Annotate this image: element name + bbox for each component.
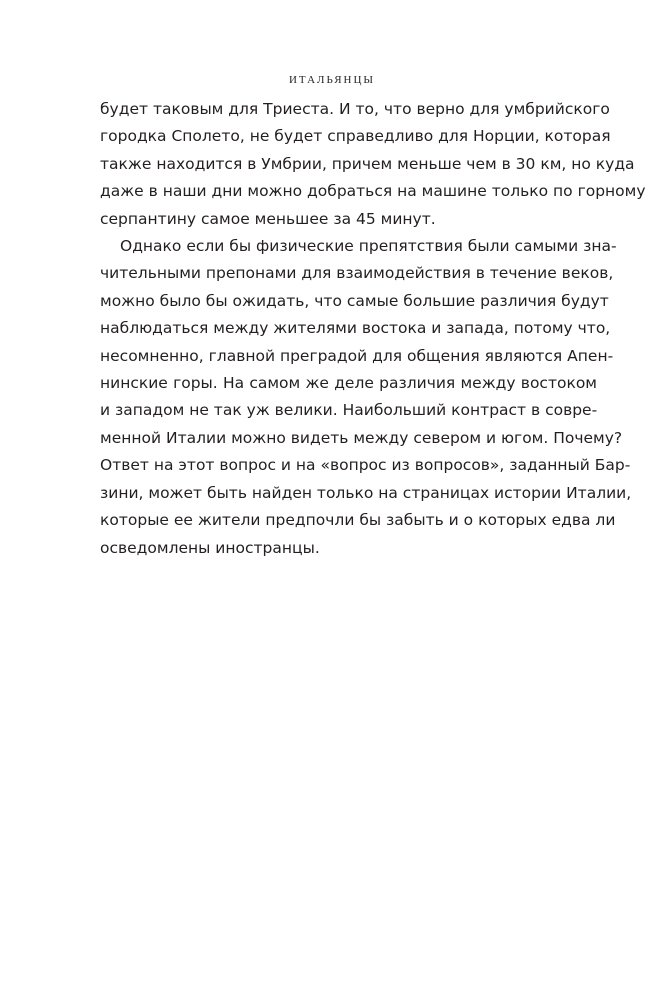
text-line: менной Италии можно видеть между севером и югом. Почему?: [100, 428, 623, 447]
running-head: ИТАЛЬЯНЦЫ: [288, 74, 376, 86]
text-line: нинские горы. На самом же деле различия между востоком: [100, 374, 597, 393]
text-line: можно было бы ожидать, что самые большие различия будут: [100, 291, 609, 310]
text-line: серпантину самое меньшее за 45 минут.: [100, 209, 436, 228]
text-line: Ответ на этот вопрос и на «вопрос из вопросов», заданный Бар-: [100, 456, 631, 475]
text-line: осведомлены иностранцы.: [100, 538, 320, 557]
text-line: Однако если бы физические препятствия были самыми зна-: [120, 237, 617, 256]
text-line: которые ее жители предпочли бы забыть и о которых едва ли: [100, 511, 616, 530]
text-line: также находится в Умбрии, причем меньше чем в 30 км, но куда: [100, 154, 635, 173]
paragraph-2: [100, 233, 632, 562]
text-line: будет таковым для Триеста. И то, что верно для умбрийского: [100, 100, 610, 118]
body-text: [100, 96, 646, 562]
text-line: и западом не так уж велики. Наибольший контраст в совре-: [100, 401, 598, 420]
text-line: чительными препонами для взаимодействия в течение веков,: [100, 264, 614, 283]
text-line: городка Сполето, не будет справедливо для Норции, которая: [100, 127, 611, 146]
text-line: зини, может быть найден только на страницах истории Италии,: [100, 483, 632, 502]
text-line: наблюдаться между жителями востока и запада, потому что,: [100, 319, 611, 338]
text-line: даже в наши дни можно добраться на машине только по горному: [100, 182, 646, 201]
paragraph-1: [100, 96, 646, 233]
text-line: несомненно, главной преградой для общения являются Апен-: [100, 346, 614, 365]
